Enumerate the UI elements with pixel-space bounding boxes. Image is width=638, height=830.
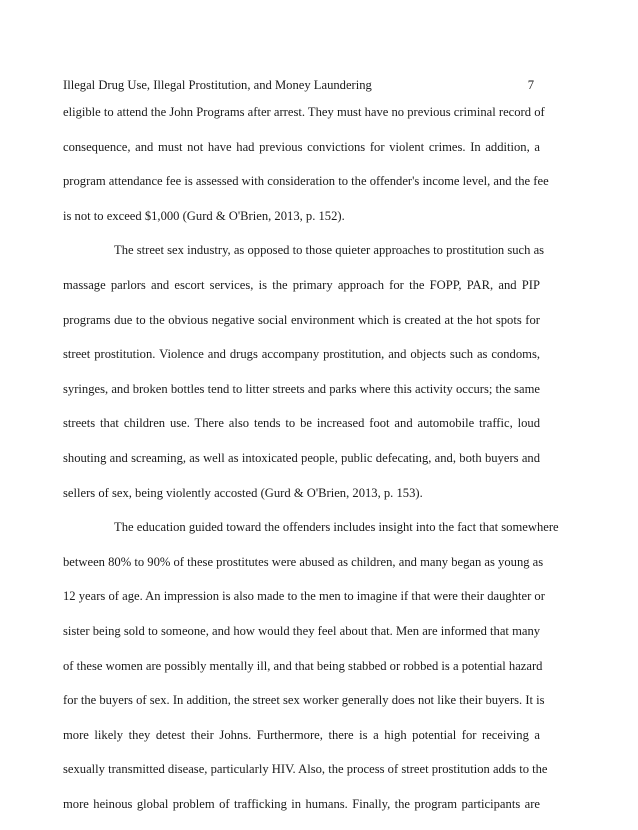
text-line: programs due to the obvious negative social environment which is created at the hot spots for: [63, 312, 540, 327]
text-line: sister being sold to someone, and how would they feel about that. Men are informed that many: [63, 623, 541, 638]
text-line: shouting and screaming, as well as intoxicated people, public defecating, and, both buyers and: [63, 450, 540, 465]
text-line: eligible to attend the John Programs after arrest. They must have no previous criminal record of: [63, 105, 545, 119]
text-line: is not to exceed $1,000 (Gurd & O'Brien, 2013, p. 152).: [63, 208, 345, 223]
text-line: syringes, and broken bottles tend to litter streets and parks where this activity occurs; the same: [63, 381, 540, 396]
text-line: 12 years of age. An impression is also made to the men to imagine if that were their daughter or: [63, 589, 545, 604]
text-line: street prostitution. Violence and drugs accompany prostitution, and objects such as condoms,: [63, 347, 540, 362]
text-line: massage parlors and escort services, is the primary approach for the FOPP, PAR, and PIP: [63, 277, 540, 292]
text-line: between 80% to 90% of these prostitutes were abused as children, and many began as young as: [63, 554, 544, 569]
text-line: streets that children use. There also tends to be increased foot and automobile traffic, loud: [63, 416, 540, 431]
text-line: The education guided toward the offenders includes insight into the fact that somewhere: [114, 520, 559, 535]
body-text: [63, 104, 559, 830]
text-line: more likely they detest their Johns. Furthermore, there is a high potential for receiving a: [63, 727, 540, 742]
text-line: of these women are possibly mentally ill, and that being stabbed or robbed is a potential hazard: [63, 658, 543, 673]
text-line: consequence, and must not have had previous convictions for violent crimes. In addition, a: [63, 139, 540, 154]
page-number: 7: [527, 78, 534, 92]
text-line: sexually transmitted disease, particularly HIV. Also, the process of street prostitution adds to the: [63, 762, 548, 777]
text-line: program attendance fee is assessed with consideration to the offender's income level, and the fee: [63, 174, 549, 189]
page-header: [63, 77, 534, 93]
text-line: sellers of sex, being violently accosted (Gurd & O'Brien, 2013, p. 153).: [63, 485, 423, 500]
running-head: Illegal Drug Use, Illegal Prostitution, and Money Laundering: [63, 78, 372, 92]
text-line: The street sex industry, as opposed to those quieter approaches to prostitution such as: [114, 243, 545, 258]
text-line: for the buyers of sex. In addition, the street sex worker generally does not like their buyers. It is: [63, 693, 545, 708]
text-line: more heinous global problem of trafficking in humans. Finally, the program participants are: [63, 796, 540, 811]
